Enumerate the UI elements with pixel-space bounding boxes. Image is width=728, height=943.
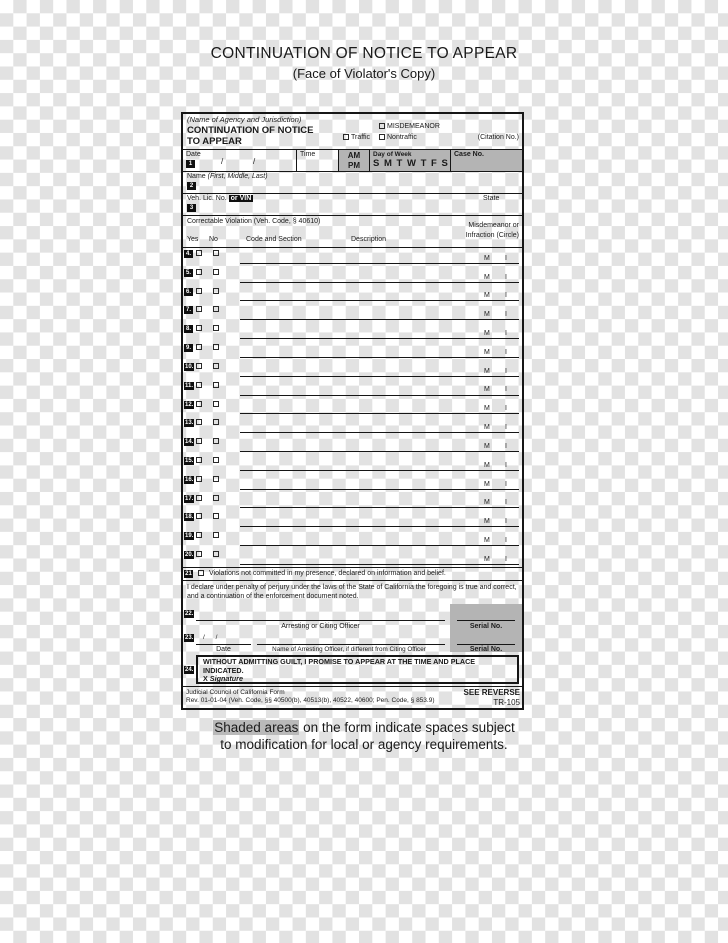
violation-row	[183, 455, 522, 474]
column-header-yes: Yes	[187, 235, 199, 243]
no-checkbox[interactable]	[213, 363, 219, 369]
state-label: State	[483, 195, 500, 202]
citing-officer-label: Arresting or Citing Officer	[281, 623, 360, 630]
signature-line[interactable]	[203, 675, 512, 684]
citation-no-label: (Citation No.)	[477, 134, 519, 141]
row-21-checkbox[interactable]	[198, 570, 204, 576]
yes-checkbox[interactable]	[196, 325, 202, 331]
name-label-text: Name	[187, 173, 206, 180]
note-line-2: to modification for local or agency requirements.	[220, 737, 508, 752]
time-cell	[296, 150, 338, 171]
violation-entry-line	[240, 376, 519, 377]
officer-date-line	[196, 644, 251, 645]
infraction-mark: I	[505, 461, 507, 469]
no-checkbox[interactable]	[213, 457, 219, 463]
item-24-number: 24.	[185, 667, 194, 673]
yes-checkbox[interactable]	[196, 513, 202, 519]
name-label-detail: (First, Middle, Last)	[207, 173, 268, 180]
note-line-1-rest: on the form indicate spaces subject	[299, 720, 515, 735]
violation-row	[183, 323, 522, 342]
misdemeanor-mark: M	[484, 311, 490, 319]
yes-checkbox[interactable]	[196, 457, 202, 463]
violation-row	[183, 399, 522, 418]
note-line-1	[0, 719, 728, 736]
misdemeanor-mark: M	[484, 254, 490, 262]
row-number-box: 6.	[185, 288, 191, 295]
yes-checkbox[interactable]	[196, 363, 202, 369]
misdemeanor-mark: M	[484, 536, 490, 544]
form-title	[187, 125, 313, 147]
correctable-violation-header	[183, 216, 522, 248]
violation-entry-line	[240, 282, 519, 283]
traffic-option	[343, 134, 370, 142]
yes-checkbox[interactable]	[196, 401, 202, 407]
serial-no-label-1: Serial No.	[469, 623, 503, 630]
row-21	[183, 568, 522, 581]
no-checkbox[interactable]	[213, 382, 219, 388]
footer-left	[183, 687, 435, 708]
signature-label: Signature	[209, 674, 243, 684]
misdemeanor-note-line2: Infraction (Circle)	[465, 231, 519, 239]
page-title: CONTINUATION OF NOTICE TO APPEAR	[210, 45, 518, 62]
misdemeanor-mark: M	[484, 518, 490, 526]
violation-entry-line	[240, 432, 519, 433]
violation-row	[183, 342, 522, 361]
traffic-label: Traffic	[351, 134, 371, 141]
violation-row	[183, 361, 522, 380]
yes-checkbox[interactable]	[196, 476, 202, 482]
nontraffic-option	[379, 134, 417, 142]
citing-officer-signature-line	[196, 620, 445, 621]
misdemeanor-option	[379, 123, 440, 131]
date-time-row	[183, 150, 522, 172]
yes-checkbox[interactable]	[196, 419, 202, 425]
shaded-areas-note	[0, 719, 728, 753]
no-checkbox[interactable]	[213, 306, 219, 312]
am-pm-cell	[338, 150, 369, 171]
case-no-cell	[450, 150, 522, 171]
violation-row	[183, 530, 522, 549]
x-mark: X	[203, 674, 210, 684]
infraction-mark: I	[505, 424, 507, 432]
infraction-mark: I	[505, 386, 507, 394]
violation-entry-line	[240, 300, 519, 301]
name-row	[183, 172, 522, 194]
violation-entry-line	[240, 319, 519, 320]
column-header-code-section: Code and Section	[246, 235, 302, 243]
vehicle-license-row	[183, 194, 522, 216]
violation-entry-line	[240, 451, 519, 452]
time-label: Time	[300, 151, 316, 158]
form-header-section	[183, 114, 522, 150]
veh-lic-label-text: Veh. Lic. No.	[187, 195, 229, 202]
violation-entry-line	[240, 470, 519, 471]
footer-right	[464, 687, 522, 708]
violation-row	[183, 248, 522, 267]
violation-entry-line	[240, 526, 519, 527]
row-number-box: 16.	[185, 476, 194, 483]
infraction-mark: I	[505, 292, 507, 300]
form-number: TR-105	[493, 697, 520, 707]
misdemeanor-mark: M	[484, 405, 490, 413]
row-number-box: 7.	[185, 307, 191, 314]
form-title-line2: TO APPEAR	[187, 136, 242, 147]
misdemeanor-mark: M	[484, 499, 490, 507]
infraction-mark: I	[505, 442, 507, 450]
yes-checkbox[interactable]	[196, 344, 202, 350]
row-number-box: 4.	[185, 251, 191, 257]
yes-checkbox[interactable]	[196, 495, 202, 501]
item-23-number: 23.	[185, 635, 194, 641]
date-label: Date	[186, 151, 201, 158]
violation-row	[183, 417, 522, 436]
infraction-mark: I	[505, 348, 507, 356]
item-2-number: 2	[187, 182, 196, 190]
yes-checkbox[interactable]	[196, 438, 202, 444]
note-highlighted-text: Shaded areas	[214, 720, 299, 735]
row-number-box: 13.	[185, 420, 194, 427]
item-22-number: 22.	[185, 611, 194, 617]
item-1-number: 1	[186, 160, 195, 168]
violation-entry-line	[240, 489, 519, 490]
infraction-mark: I	[505, 311, 507, 319]
date-slash-2: /	[253, 157, 256, 166]
infraction-mark: I	[505, 330, 507, 338]
case-no-label: Case No.	[454, 151, 484, 158]
promise-to-appear-section	[183, 654, 522, 686]
row-number-box: 12.	[185, 401, 194, 408]
officer-date-slashes: / /	[203, 634, 218, 641]
nontraffic-checkbox[interactable]	[379, 134, 385, 140]
name-label	[187, 173, 268, 181]
form-title-line1: CONTINUATION OF NOTICE	[187, 125, 314, 136]
see-reverse-label: SEE REVERSE	[463, 688, 520, 697]
form-footer	[183, 686, 522, 708]
officer-signature-block	[183, 604, 522, 654]
date-cell	[183, 150, 296, 171]
violation-row	[183, 493, 522, 512]
misdemeanor-mark: M	[484, 367, 490, 375]
item-3-number: 3	[187, 204, 196, 212]
misdemeanor-mark: M	[484, 424, 490, 432]
pm-label: PM	[348, 161, 360, 170]
row-number-box: 8.	[185, 326, 191, 333]
judicial-council-label: Judicial Council of California Form	[186, 689, 285, 696]
misdemeanor-mark: M	[484, 555, 490, 563]
violation-entry-line	[240, 507, 519, 508]
violation-row	[183, 436, 522, 455]
officer-date-label: Date	[216, 646, 231, 653]
violation-entry-line	[240, 338, 519, 339]
infraction-mark: I	[505, 405, 507, 413]
row-number-box: 18.	[185, 514, 194, 521]
violation-entry-line	[240, 395, 519, 396]
infraction-mark: I	[505, 254, 507, 262]
no-checkbox[interactable]	[213, 438, 219, 444]
no-checkbox[interactable]	[213, 344, 219, 350]
infraction-mark: I	[505, 480, 507, 488]
yes-checkbox[interactable]	[196, 306, 202, 312]
page-subtitle: (Face of Violator's Copy)	[292, 66, 436, 81]
infraction-mark: I	[505, 273, 507, 281]
item-21-number: 21	[185, 571, 192, 577]
violation-row	[183, 474, 522, 493]
yes-checkbox[interactable]	[196, 250, 202, 256]
misdemeanor-infraction-note	[466, 221, 519, 240]
infraction-mark: I	[505, 518, 507, 526]
violation-entry-line	[240, 263, 519, 264]
misdemeanor-mark: M	[484, 330, 490, 338]
row-number-box: 9.	[185, 345, 191, 352]
violation-row	[183, 286, 522, 305]
row-number-box: 11.	[185, 382, 194, 389]
tr105-form	[181, 112, 524, 710]
misdemeanor-mark: M	[484, 461, 490, 469]
no-checkbox[interactable]	[213, 551, 219, 557]
promise-text: WITHOUT ADMITTING GUILT, I PROMISE TO APPEAR AT THE TIME AND PLACE INDICATED.	[203, 657, 476, 675]
veh-lic-label	[187, 195, 253, 203]
traffic-checkbox[interactable]	[343, 134, 349, 140]
row-number-box: 20.	[185, 552, 194, 558]
arresting-officer-name-line	[257, 644, 445, 645]
document-title-block	[0, 45, 728, 81]
no-checkbox[interactable]	[213, 250, 219, 256]
violation-row	[183, 267, 522, 286]
no-checkbox[interactable]	[213, 401, 219, 407]
violation-entry-line	[240, 357, 519, 358]
revision-codes-label: Rev. 01-01-04 (Veh. Code, §§ 40500(b), 40513(b), 40522, 40600; Pen. Code, § 853.9)	[186, 697, 435, 704]
row-number-box: 10.	[185, 363, 194, 370]
arresting-officer-name-label: Name of Arresting Officer, if different from Citing Officer	[272, 646, 426, 653]
yes-checkbox[interactable]	[196, 269, 202, 275]
row-number-box: 17.	[185, 495, 194, 502]
misdemeanor-mark: M	[484, 273, 490, 281]
perjury-declaration: I declare under penalty of perjury under the laws of the State of California the foregoing is true and correct, and a continuation of the enforcement document noted.	[187, 584, 517, 600]
agency-jurisdiction-label: (Name of Agency and Jurisdiction)	[187, 115, 302, 124]
infraction-mark: I	[505, 499, 507, 507]
no-checkbox[interactable]	[213, 288, 219, 294]
promise-box	[196, 655, 519, 684]
misdemeanor-mark: M	[484, 480, 490, 488]
serial-no-line-1	[457, 620, 515, 621]
misdemeanor-mark: M	[484, 442, 490, 450]
violation-row	[183, 511, 522, 530]
violation-entry-line	[240, 413, 519, 414]
row-number-box: 5.	[185, 269, 191, 276]
yes-checkbox[interactable]	[196, 288, 202, 294]
row-number-box: 19.	[185, 533, 194, 540]
column-header-description: Description	[351, 235, 387, 243]
day-of-week-cell	[369, 150, 450, 171]
infraction-mark: I	[505, 536, 507, 544]
weekday-letters: S M T W T F S	[373, 158, 449, 169]
no-checkbox[interactable]	[213, 532, 219, 538]
yes-checkbox[interactable]	[196, 551, 202, 557]
serial-no-label-2: Serial No.	[469, 646, 503, 653]
no-checkbox[interactable]	[213, 495, 219, 501]
no-checkbox[interactable]	[213, 325, 219, 331]
misdemeanor-mark: M	[484, 292, 490, 300]
row-number-box: 14.	[185, 439, 194, 446]
violation-entry-line	[240, 564, 519, 565]
infraction-mark: I	[505, 367, 507, 375]
misdemeanor-mark: M	[484, 386, 490, 394]
nontraffic-label: Nontraffic	[387, 134, 417, 141]
yes-checkbox[interactable]	[196, 532, 202, 538]
violation-entry-line	[240, 545, 519, 546]
no-checkbox[interactable]	[213, 419, 219, 425]
date-slash-1: /	[221, 157, 224, 166]
violation-rows	[183, 248, 522, 568]
serial-no-line-2	[457, 644, 515, 645]
misdemeanor-label: MISDEMEANOR	[387, 123, 440, 130]
no-checkbox[interactable]	[213, 269, 219, 275]
misdemeanor-mark: M	[484, 348, 490, 356]
or-vin-highlight: or VIN	[230, 195, 252, 202]
no-checkbox[interactable]	[213, 476, 219, 482]
correctable-violation-label: Correctable Violation (Veh. Code, § 40610)	[187, 218, 321, 225]
am-label: AM	[347, 151, 361, 160]
column-header-no: No	[209, 235, 218, 243]
day-of-week-label: Day of Week	[373, 151, 412, 158]
violation-row	[183, 549, 522, 568]
yes-checkbox[interactable]	[196, 382, 202, 388]
row-21-text: Violations not committed in my presence, declared on information and belief.	[209, 570, 446, 577]
violation-row	[183, 304, 522, 323]
misdemeanor-note-line1: Misdemeanor or	[468, 222, 519, 229]
infraction-mark: I	[505, 555, 507, 563]
misdemeanor-checkbox[interactable]	[379, 123, 385, 129]
no-checkbox[interactable]	[213, 513, 219, 519]
violation-row	[183, 380, 522, 399]
row-number-box: 15.	[185, 457, 194, 464]
